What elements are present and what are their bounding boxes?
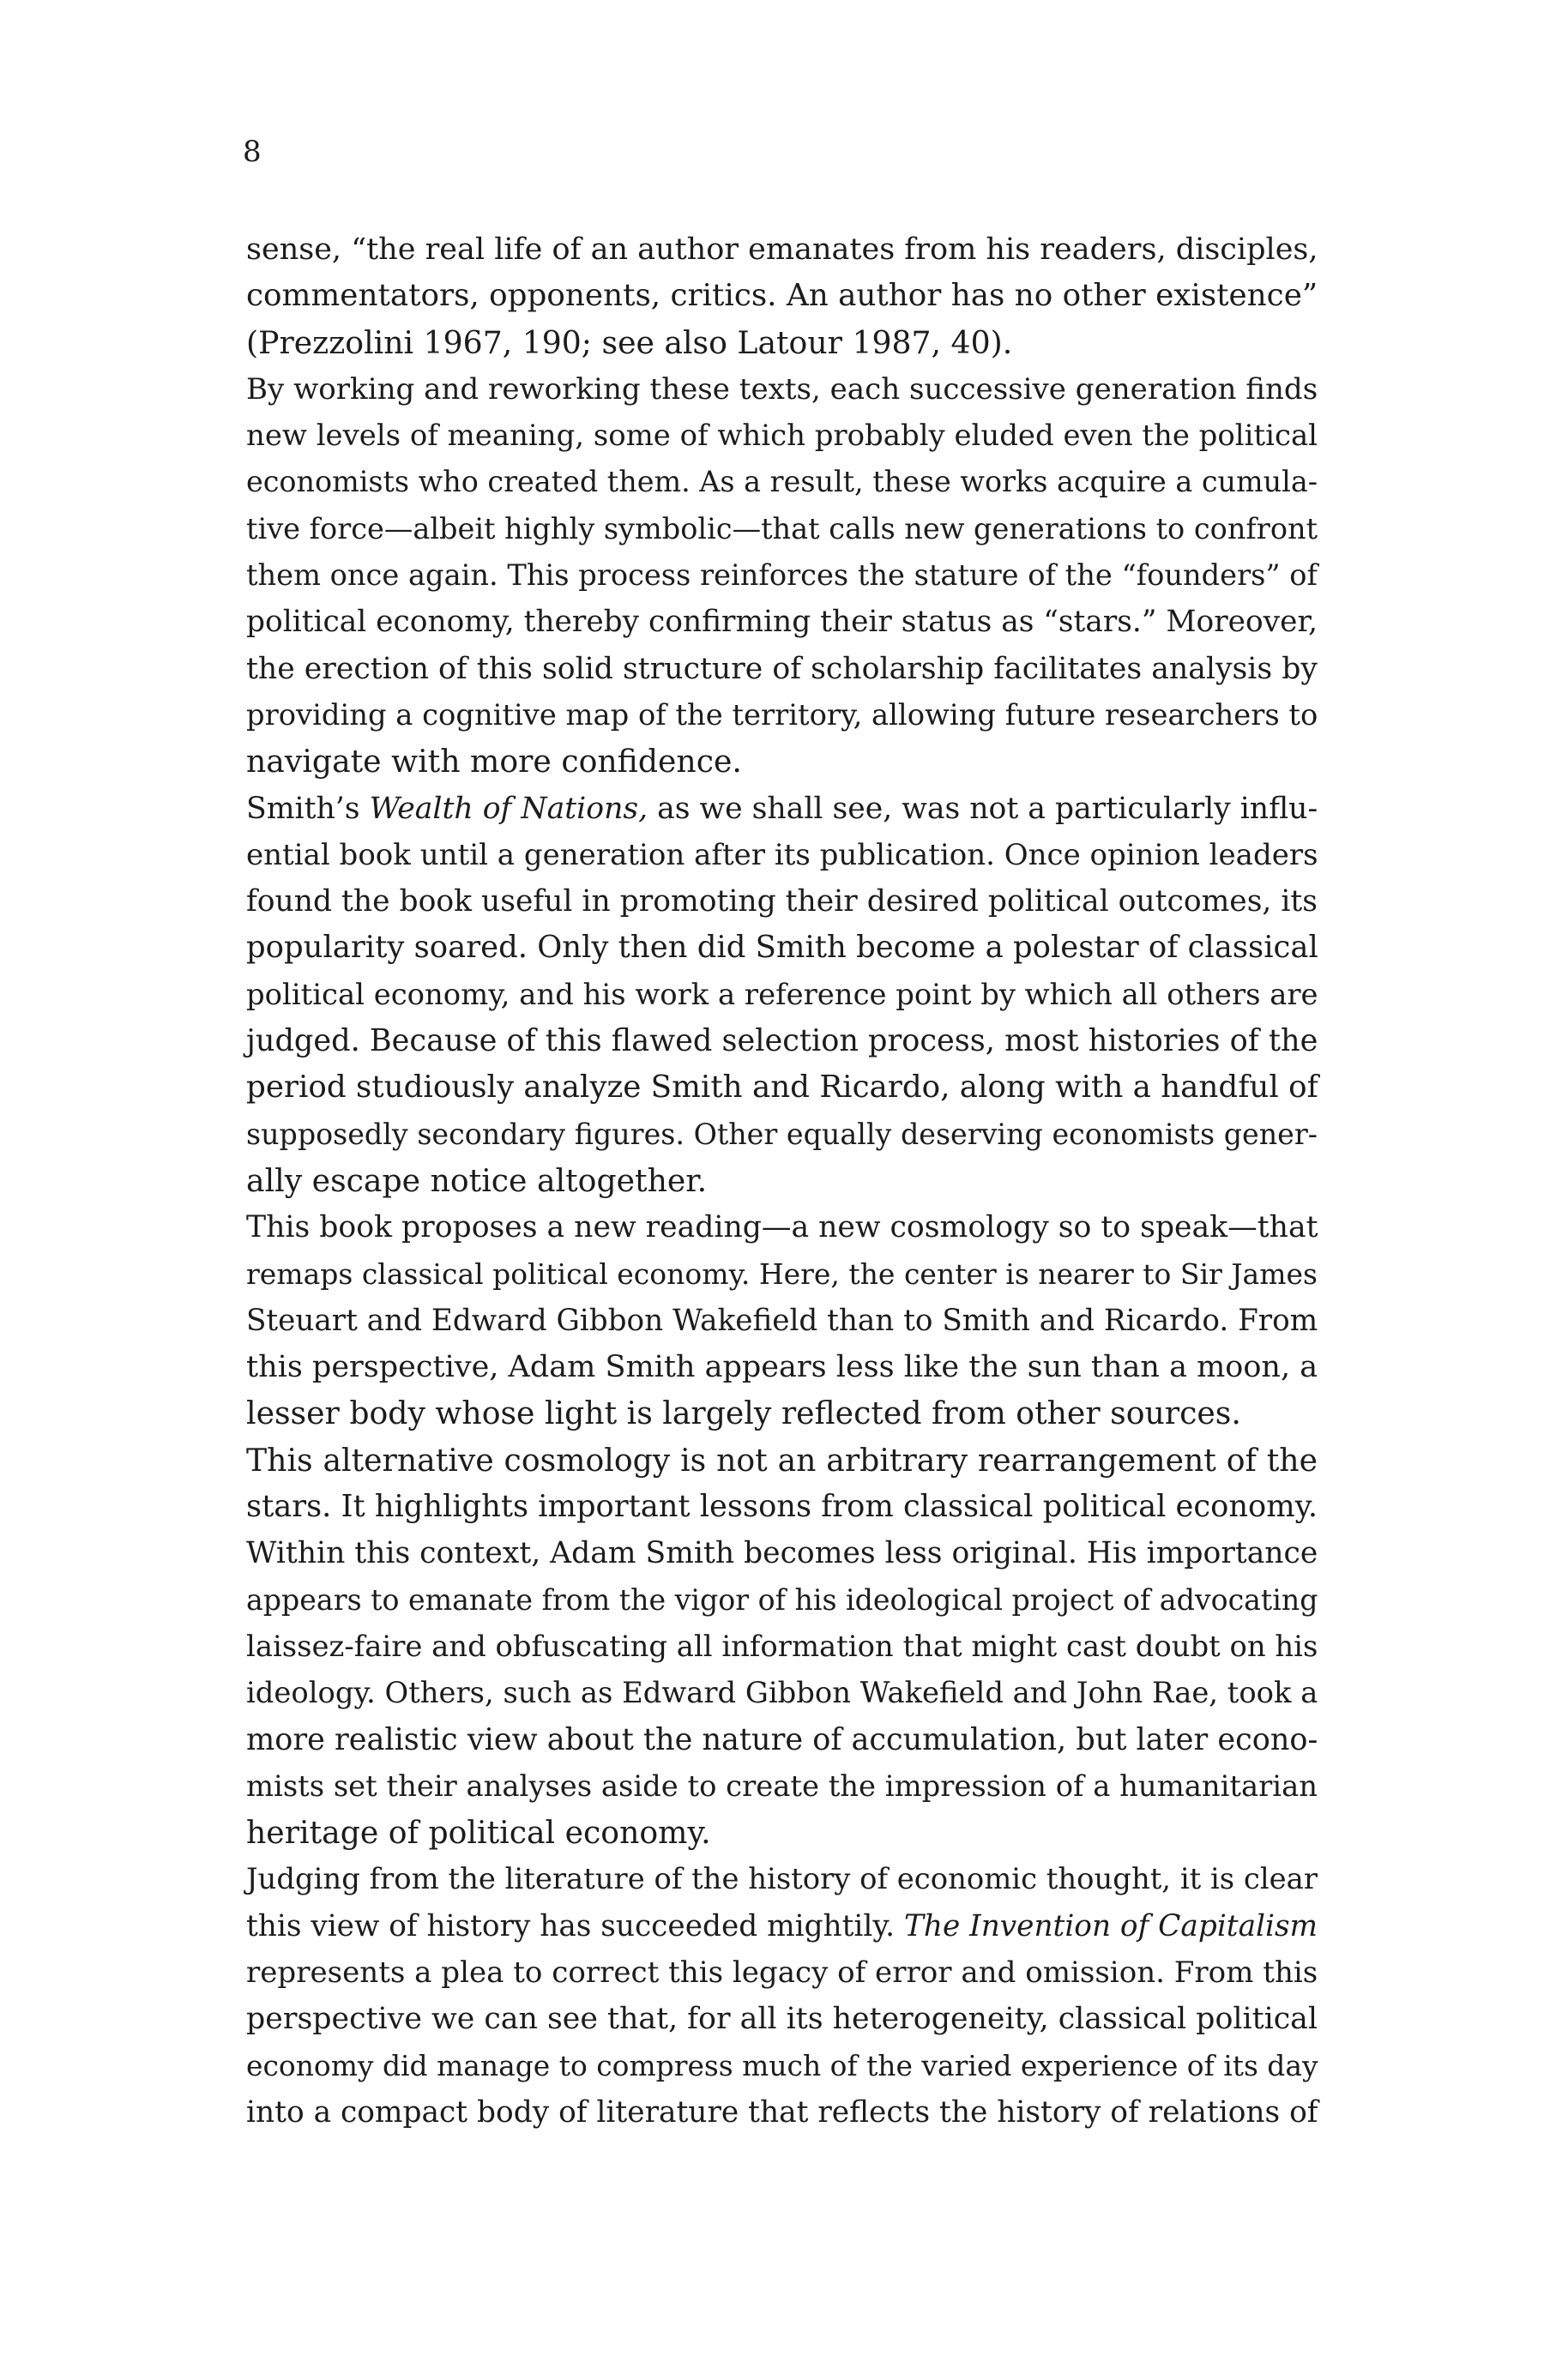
paragraph <box>246 1856 1318 2136</box>
text-line: stars. It highlights important lessons from classical political economy. <box>246 1489 1318 1525</box>
text-line: into a compact body of literature that reflects the history of relations of <box>246 2094 1318 2130</box>
text-line: period studiously analyze Smith and Ricardo, along with a handful of <box>246 1069 1318 1106</box>
text-segment: as we shall see, was not a particularly influ- <box>648 791 1318 826</box>
text-line: This alternative cosmology is not an arbitrary rearrangement of the <box>246 1441 1318 1479</box>
text-line: remaps classical political economy. Here, the center is nearer to Sir James <box>246 1256 1318 1291</box>
paragraph <box>246 786 1318 1205</box>
text-line: economy did manage to compress much of the varied experience of its day <box>246 2048 1318 2082</box>
text-segment: this view of history has succeeded mightily. <box>246 1908 904 1943</box>
text-line: them once again. This process reinforces the stature of the “founders” of <box>246 558 1318 593</box>
text-segment: Smith’s <box>246 791 370 826</box>
text-line: new levels of meaning, some of which probably eluded even the political <box>246 419 1318 453</box>
text-line: perspective we can see that, for all its heterogeneity, classical political <box>246 2002 1318 2037</box>
text-line <box>246 1903 1318 1949</box>
text-line: supposedly secondary figures. Other equally deserving economists gener- <box>246 1117 1318 1151</box>
book-title-italic: Wealth of Nations, <box>369 791 648 826</box>
text-line: laissez-faire and obfuscating all information that might cast doubt on his <box>246 1629 1318 1663</box>
text-line: economists who created them. As a result, these works acquire a cumula- <box>246 465 1318 499</box>
page-number: 8 <box>243 135 262 169</box>
text-line: judged. Because of this flawed selection process, most histories of the <box>246 1023 1318 1059</box>
text-line: This book proposes a new reading—a new cosmology so to speak—that <box>246 1210 1318 1245</box>
text-line: represents a plea to correct this legacy of error and omission. From this <box>246 1955 1318 1990</box>
text-line: tive force—albeit highly symbolic—that calls new generations to confront <box>246 511 1318 545</box>
text-line: found the book useful in promoting their desired political outcomes, its <box>246 884 1318 919</box>
text-line: By working and reworking these texts, each successive generation finds <box>246 371 1318 407</box>
paragraph <box>246 1437 1318 1857</box>
text-line: ally escape notice altogether. <box>246 1161 708 1199</box>
text-line: Judging from the literature of the history of economic thought, it is clear <box>246 1862 1318 1896</box>
text-line: ential book until a generation after its publication. Once opinion leaders <box>246 837 1318 872</box>
text-line: appears to emanate from the vigor of his ideological project of advocating <box>246 1582 1318 1617</box>
book-title-italic: The Invention of Capitalism <box>903 1908 1318 1943</box>
text-line: popularity soared. Only then did Smith become a polestar of classical <box>246 930 1318 966</box>
paragraph <box>246 366 1318 786</box>
text-line: commentators, opponents, critics. An author has no other existence” <box>246 278 1318 314</box>
text-line: this perspective, Adam Smith appears less like the sun than a moon, a <box>246 1349 1318 1385</box>
text-line: heritage of political economy. <box>246 1814 711 1852</box>
text-line <box>246 786 1318 832</box>
text-line: sense, “the real life of an author emanates from his readers, disciples, <box>246 232 1318 267</box>
text-line: the erection of this solid structure of scholarship facilitates analysis by <box>246 651 1318 686</box>
text-line: mists set their analyses aside to create the impression of a humanitarian <box>246 1768 1318 1803</box>
text-line: ideology. Others, such as Edward Gibbon Wakefield and John Rae, took a <box>246 1676 1318 1710</box>
text-line: navigate with more confidence. <box>246 743 742 780</box>
paragraph <box>246 1204 1318 1437</box>
text-line: more realistic view about the nature of accumulation, but later econo- <box>246 1721 1318 1757</box>
text-line: (Prezzolini 1967, 190; see also Latour 1987, 40). <box>246 323 1013 361</box>
text-line: providing a cognitive map of the territory, allowing future researchers to <box>246 697 1318 732</box>
text-line: political economy, and his work a reference point by which all others are <box>246 977 1318 1011</box>
body-text <box>246 226 1318 2136</box>
paragraph <box>246 226 1318 366</box>
text-line: lesser body whose light is largely reflected from other sources. <box>246 1395 1241 1432</box>
text-line: Steuart and Edward Gibbon Wakefield than to Smith and Ricardo. From <box>246 1303 1318 1338</box>
text-line: Within this context, Adam Smith becomes less original. His importance <box>246 1536 1318 1571</box>
text-line: political economy, thereby confirming their status as “stars.” Moreover, <box>246 605 1318 640</box>
